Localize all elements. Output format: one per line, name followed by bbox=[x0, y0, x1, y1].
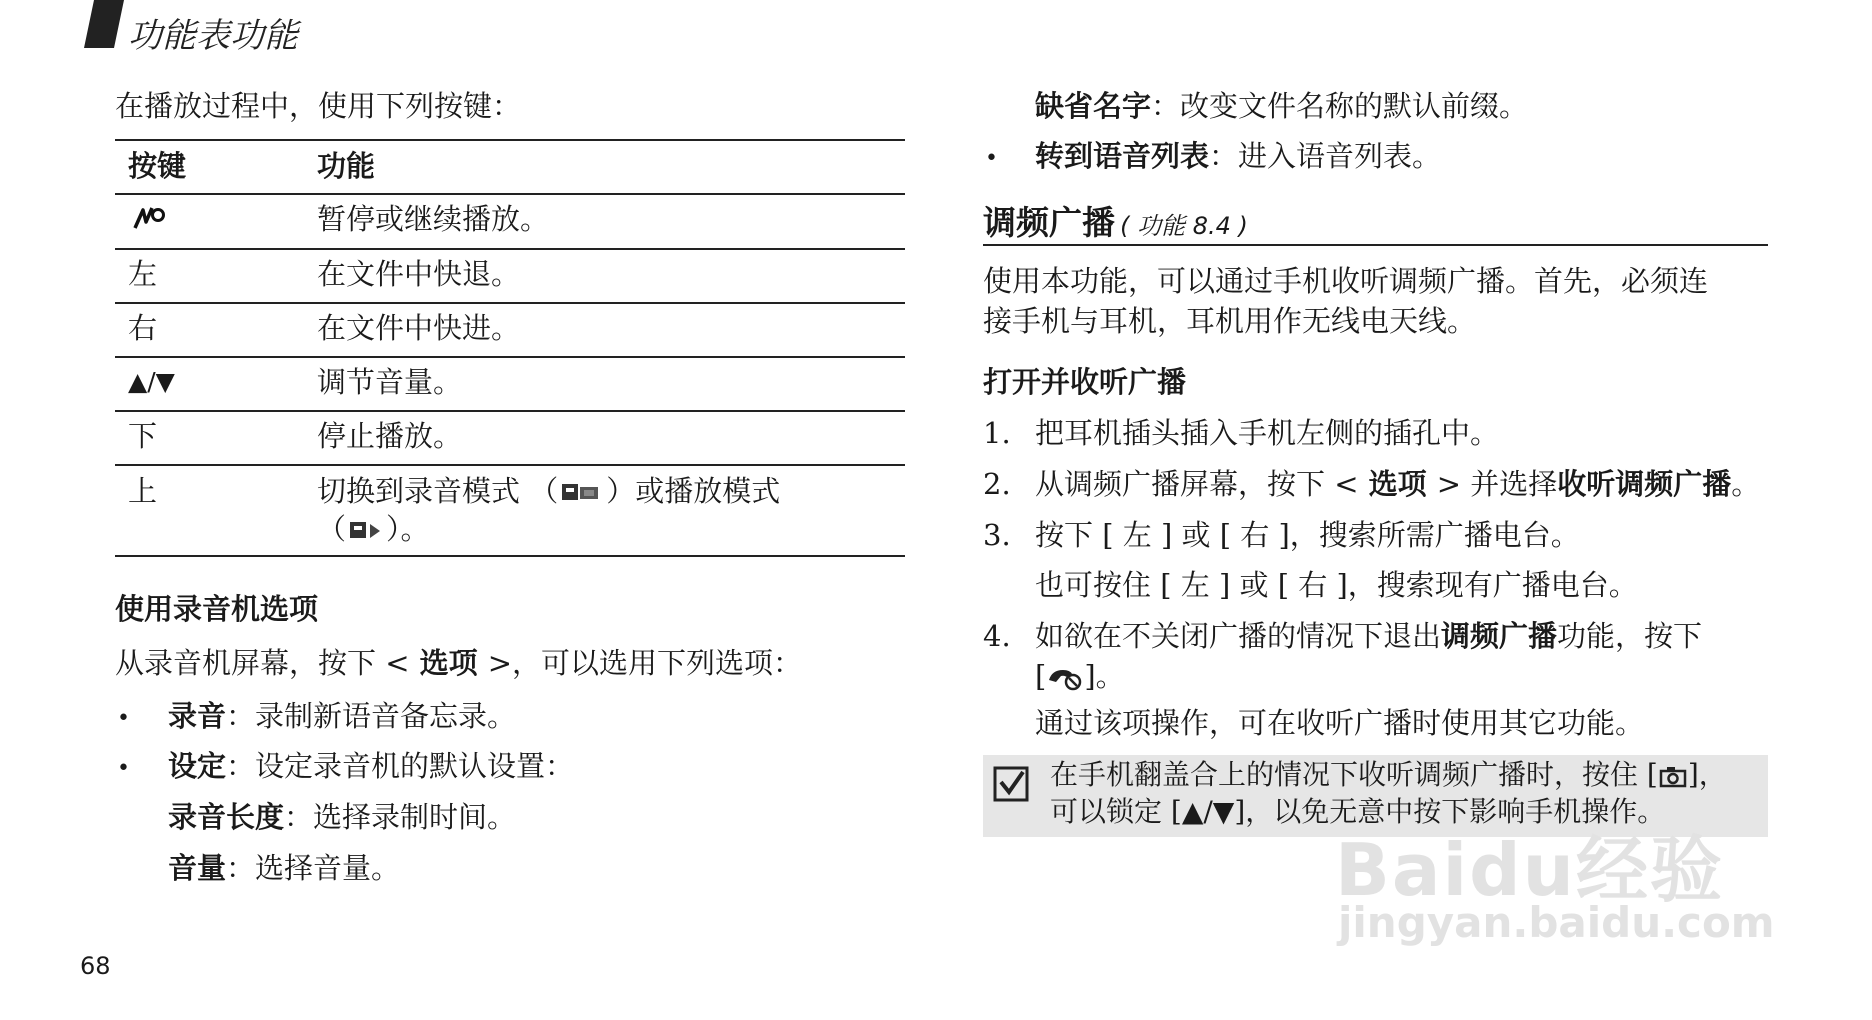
step-extra: 通过该项操作，可在收听广播时使用其它功能。 bbox=[1035, 706, 1645, 740]
step-number: 3. bbox=[983, 518, 1011, 552]
sub-item-record-length bbox=[168, 797, 516, 837]
table-rule bbox=[115, 302, 905, 304]
bullet-label: 录音 bbox=[168, 699, 227, 733]
func-text: （ bbox=[317, 512, 347, 546]
step-text-line2 bbox=[1035, 656, 1125, 696]
step-number: 2. bbox=[983, 467, 1011, 501]
options-intro-text: >，可以选用下列选项： bbox=[487, 646, 803, 680]
table-rule bbox=[115, 356, 905, 358]
section-title-text: 调频广播 bbox=[983, 203, 1115, 242]
step-text: 把耳机插头插入手机左侧的插孔中。 bbox=[1035, 416, 1500, 450]
camera-key-icon bbox=[1658, 765, 1688, 789]
sub-item-text: ：改变文件名称的默认前缀。 bbox=[1151, 89, 1529, 123]
sub-item-label: 录音长度 bbox=[168, 800, 285, 834]
bullet-item-record bbox=[168, 696, 516, 736]
step-text bbox=[1035, 464, 1760, 504]
table-cell-function bbox=[317, 472, 780, 510]
sub-item-default-name bbox=[1035, 86, 1528, 126]
note-line1 bbox=[1050, 755, 1727, 795]
step-menu-label: 收听调频广播 bbox=[1557, 467, 1732, 501]
end-call-icon bbox=[1046, 664, 1084, 692]
subsection-title-open-listen: 打开并收听广播 bbox=[983, 365, 1187, 399]
table-cell-function-line2 bbox=[317, 510, 430, 548]
step-text-part: [ bbox=[1035, 659, 1047, 693]
step-text-part: 。 bbox=[1731, 467, 1761, 501]
step-menu-label: 调频广播 bbox=[1441, 619, 1558, 653]
table-cell-key: 左 bbox=[128, 257, 158, 291]
bullet-item-settings bbox=[168, 746, 574, 786]
table-cell-function: 调节音量。 bbox=[317, 365, 463, 399]
bullet-dot: • bbox=[117, 706, 130, 731]
ok-key-icon bbox=[132, 204, 166, 232]
bullet-label: 设定 bbox=[168, 749, 227, 783]
fm-para-line1: 使用本功能，可以通过手机收听调频广播。首先，必须连 bbox=[983, 264, 1709, 298]
table-rule bbox=[115, 464, 905, 466]
step-number: 4. bbox=[983, 619, 1011, 653]
table-rule bbox=[115, 248, 905, 250]
sub-item-volume bbox=[168, 848, 400, 888]
section-title-recorder-options: 使用录音机选项 bbox=[115, 592, 319, 626]
func-text: ）或播放模式 bbox=[606, 474, 781, 508]
func-text: ）。 bbox=[386, 512, 430, 546]
table-cell-function: 暂停或继续播放。 bbox=[317, 202, 550, 236]
note-text-part: ]， bbox=[1687, 758, 1727, 791]
step-text-part: 功能，按下 bbox=[1557, 619, 1703, 653]
note-line2: 可以锁定 [▲/▼]，以免无意中按下影响手机操作。 bbox=[1050, 795, 1666, 828]
step-text-part: > 并选择 bbox=[1436, 467, 1558, 501]
func-text: 切换到录音模式 （ bbox=[317, 474, 559, 508]
table-cell-key: 上 bbox=[128, 474, 158, 508]
note-text-part: 在手机翻盖合上的情况下收听调频广播时，按住 [ bbox=[1050, 758, 1658, 791]
sub-item-label: 缺省名字 bbox=[1035, 89, 1152, 123]
table-rule bbox=[115, 193, 905, 195]
step-number: 1. bbox=[983, 416, 1011, 450]
bullet-text: ：录制新语音备忘录。 bbox=[226, 699, 517, 733]
step-key-label: 选项 bbox=[1358, 467, 1437, 501]
play-mode-icon bbox=[346, 518, 386, 544]
fm-para-line2: 接手机与耳机，耳机用作无线电天线。 bbox=[983, 304, 1477, 338]
section-title-fm-radio bbox=[983, 197, 1248, 244]
step-text-part: ]。 bbox=[1084, 659, 1125, 693]
record-mode-icon bbox=[558, 480, 606, 506]
table-cell-function: 在文件中快进。 bbox=[317, 311, 521, 345]
bullet-text: ：进入语音列表。 bbox=[1209, 139, 1442, 173]
table-header-function: 功能 bbox=[317, 149, 376, 183]
bullet-item-voice-list bbox=[1035, 136, 1441, 176]
options-key-label: 选项 bbox=[409, 646, 488, 680]
page-number: 68 bbox=[80, 952, 111, 980]
bullet-text: ：设定录音机的默认设置： bbox=[226, 749, 575, 783]
table-cell-function: 停止播放。 bbox=[317, 419, 463, 453]
step-text-part: 如欲在不关闭广播的情况下退出 bbox=[1035, 619, 1442, 653]
step-text: 按下 [ 左 ] 或 [ 右 ]，搜索所需广播电台。 bbox=[1035, 518, 1580, 552]
bullet-label: 转到语音列表 bbox=[1035, 139, 1210, 173]
header-bar bbox=[84, 0, 124, 48]
table-cell-key: 下 bbox=[128, 419, 158, 453]
checkbox-note-icon bbox=[993, 766, 1029, 802]
options-intro bbox=[115, 643, 802, 683]
options-intro-text: 从录音机屏幕，按下 < bbox=[115, 646, 410, 680]
table-header-key: 按键 bbox=[128, 149, 187, 183]
table-cell-function: 在文件中快退。 bbox=[317, 257, 521, 291]
watermark-url: jingyan.baidu.com bbox=[1338, 898, 1775, 947]
table-rule-top bbox=[115, 139, 905, 141]
sub-item-text: ：选择音量。 bbox=[226, 851, 401, 885]
step-text bbox=[1035, 616, 1702, 656]
watermark-logo: Baidu经验 bbox=[1335, 828, 1724, 912]
table-rule-bottom bbox=[115, 555, 905, 557]
table-cell-key: ▲/▼ bbox=[128, 367, 175, 396]
bullet-dot: • bbox=[117, 756, 130, 781]
sub-item-label: 音量 bbox=[168, 851, 227, 885]
playback-intro: 在播放过程中，使用下列按键： bbox=[115, 89, 522, 123]
page-header-title: 功能表功能 bbox=[128, 16, 298, 56]
sub-item-text: ：选择录制时间。 bbox=[284, 800, 517, 834]
section-rule bbox=[983, 244, 1768, 246]
section-ref: ( 功能 8.4 ) bbox=[1120, 212, 1248, 240]
table-rule bbox=[115, 410, 905, 412]
bullet-dot: • bbox=[985, 146, 998, 171]
step-extra: 也可按住 [ 左 ] 或 [ 右 ]，搜索现有广播电台。 bbox=[1035, 568, 1638, 602]
table-cell-key: 右 bbox=[128, 311, 158, 345]
step-text-part: 从调频广播屏幕，按下 < bbox=[1035, 467, 1359, 501]
